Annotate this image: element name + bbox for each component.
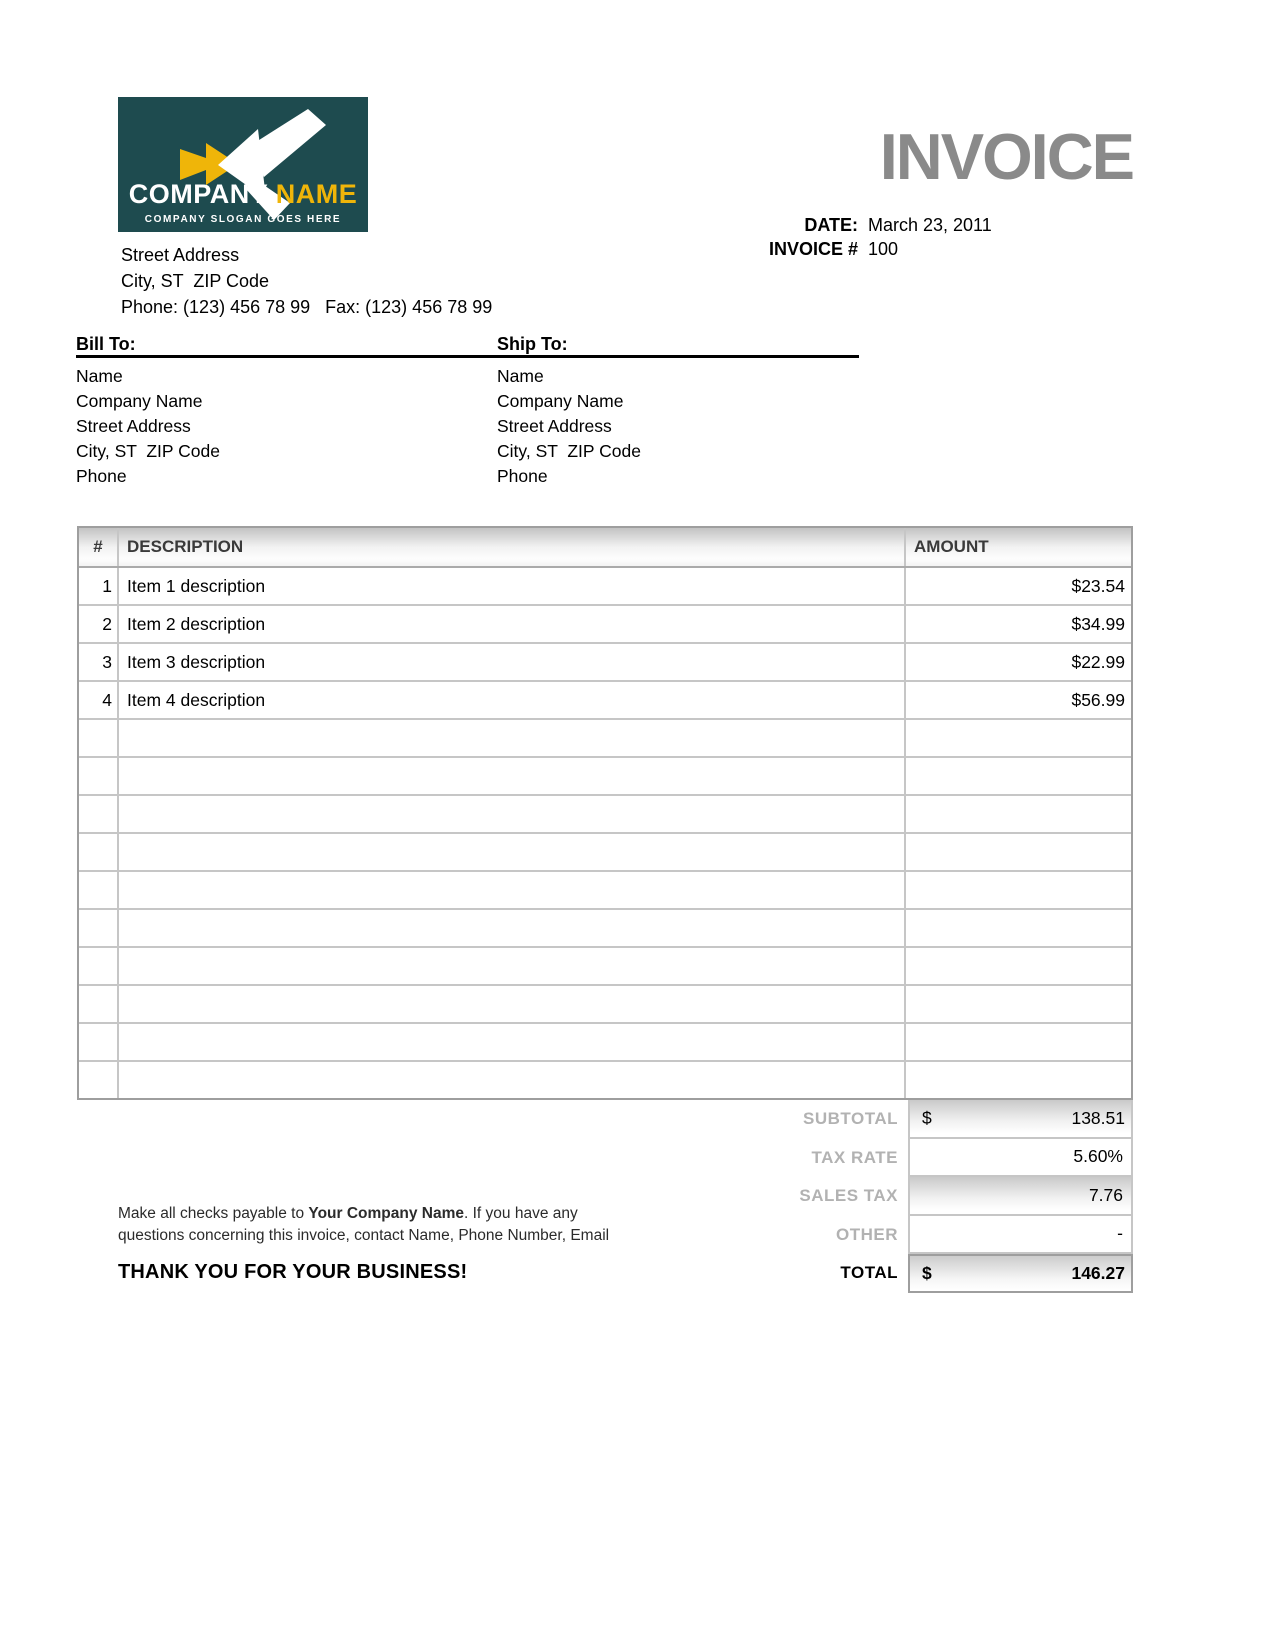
sales-tax-value: 7.76	[908, 1177, 1133, 1216]
total-value-cell	[908, 1254, 1133, 1293]
table-header-row	[79, 528, 1131, 566]
table-row-empty	[79, 756, 1131, 794]
sales-tax-row	[600, 1177, 1133, 1216]
bill-to-city: City, ST ZIP Code	[76, 441, 220, 461]
invoice-number-row	[700, 237, 1133, 261]
company-address	[121, 243, 492, 320]
logo-arrows-icon	[118, 97, 368, 232]
item-description: Item 3 description	[119, 644, 906, 680]
table-row-empty	[79, 870, 1131, 908]
bill-to-name: Name	[76, 366, 123, 386]
logo-slogan: COMPANY SLOGAN GOES HERE	[144, 214, 342, 225]
bill-to-phone: Phone	[76, 466, 127, 486]
bill-to-company: Company Name	[76, 391, 203, 411]
logo-company-name-yellow: NAME	[275, 179, 358, 209]
item-description: Item 2 description	[119, 606, 906, 642]
date-row	[700, 213, 1133, 237]
table-row-empty	[79, 718, 1131, 756]
total-value: 146.27	[1071, 1262, 1125, 1283]
billing-divider	[76, 355, 859, 358]
table-row-empty	[79, 794, 1131, 832]
table-row	[79, 604, 1131, 642]
other-label: OTHER	[836, 1224, 898, 1244]
ship-to-lines	[497, 364, 877, 489]
item-number: 2	[79, 606, 119, 642]
ship-to-city: City, ST ZIP Code	[497, 441, 641, 461]
notes-line1-prefix: Make all checks payable to	[118, 1205, 309, 1222]
table-row-empty	[79, 1060, 1131, 1098]
company-city: City, ST ZIP Code	[121, 270, 270, 291]
table-row-empty	[79, 908, 1131, 946]
logo-company-name-white: COMPANY	[128, 179, 276, 209]
total-label: TOTAL	[840, 1263, 898, 1283]
table-row-empty	[79, 832, 1131, 870]
invoice-number-value: 100	[868, 239, 899, 259]
subtotal-value-cell	[908, 1100, 1133, 1139]
item-description: Item 1 description	[119, 568, 906, 604]
column-header-description: DESCRIPTION	[119, 528, 906, 566]
notes-company-name: Your Company Name	[308, 1205, 465, 1222]
date-value: March 23, 2011	[868, 215, 992, 235]
ship-to-phone: Phone	[497, 466, 548, 486]
notes-line-1	[118, 1203, 658, 1225]
items-table	[77, 526, 1133, 1100]
bill-to-lines	[76, 364, 456, 489]
item-amount: $34.99	[1071, 613, 1125, 634]
sales-tax-label: SALES TAX	[799, 1186, 898, 1206]
subtotal-label: SUBTOTAL	[803, 1109, 898, 1129]
item-amount: $23.54	[1071, 575, 1125, 596]
other-row	[600, 1216, 1133, 1255]
total-row	[600, 1254, 1133, 1293]
item-number: 3	[79, 644, 119, 680]
notes-line-2: questions concerning this invoice, contact Name, Phone Number, Email	[118, 1226, 610, 1244]
ship-to-company: Company Name	[497, 391, 624, 411]
item-number: 1	[79, 568, 119, 604]
tax-rate-label: TAX RATE	[811, 1147, 898, 1167]
ship-to-name: Name	[497, 366, 544, 386]
notes-line1-suffix: . If you have any	[464, 1205, 578, 1222]
total-currency: $	[922, 1262, 932, 1283]
subtotal-value: 138.51	[1071, 1107, 1125, 1128]
bill-to-label: Bill To:	[76, 334, 136, 354]
payment-notes	[118, 1203, 658, 1246]
column-header-number: #	[79, 528, 119, 566]
ship-to-label: Ship To:	[497, 334, 568, 354]
logo-company-name	[118, 179, 368, 210]
item-number: 4	[79, 682, 119, 718]
subtotal-currency: $	[922, 1107, 932, 1128]
ship-to-street: Street Address	[497, 416, 612, 436]
table-row-empty	[79, 1022, 1131, 1060]
company-logo	[118, 97, 368, 232]
thank-you-message: THANK YOU FOR YOUR BUSINESS!	[118, 1261, 468, 1283]
tax-rate-value: 5.60%	[908, 1139, 1133, 1178]
item-description: Item 4 description	[119, 682, 906, 718]
table-row-empty	[79, 946, 1131, 984]
table-row	[79, 680, 1131, 718]
company-phone-fax: Phone: (123) 456 78 99 Fax: (123) 456 78 99	[121, 296, 493, 317]
bill-to-street: Street Address	[76, 416, 191, 436]
invoice-number-label: INVOICE #	[768, 239, 858, 259]
item-amount: $22.99	[1071, 651, 1125, 672]
page-title: INVOICE	[879, 120, 1133, 193]
totals-section	[600, 1100, 1133, 1293]
other-value: -	[908, 1216, 1133, 1255]
column-header-amount: AMOUNT	[914, 537, 989, 556]
invoice-meta	[700, 213, 1133, 261]
item-amount: $56.99	[1071, 689, 1125, 710]
tax-rate-row	[600, 1139, 1133, 1178]
subtotal-row	[600, 1100, 1133, 1139]
table-row	[79, 566, 1131, 604]
company-street: Street Address	[121, 245, 240, 265]
table-row-empty	[79, 984, 1131, 1022]
date-label: DATE:	[804, 215, 858, 235]
table-row	[79, 642, 1131, 680]
